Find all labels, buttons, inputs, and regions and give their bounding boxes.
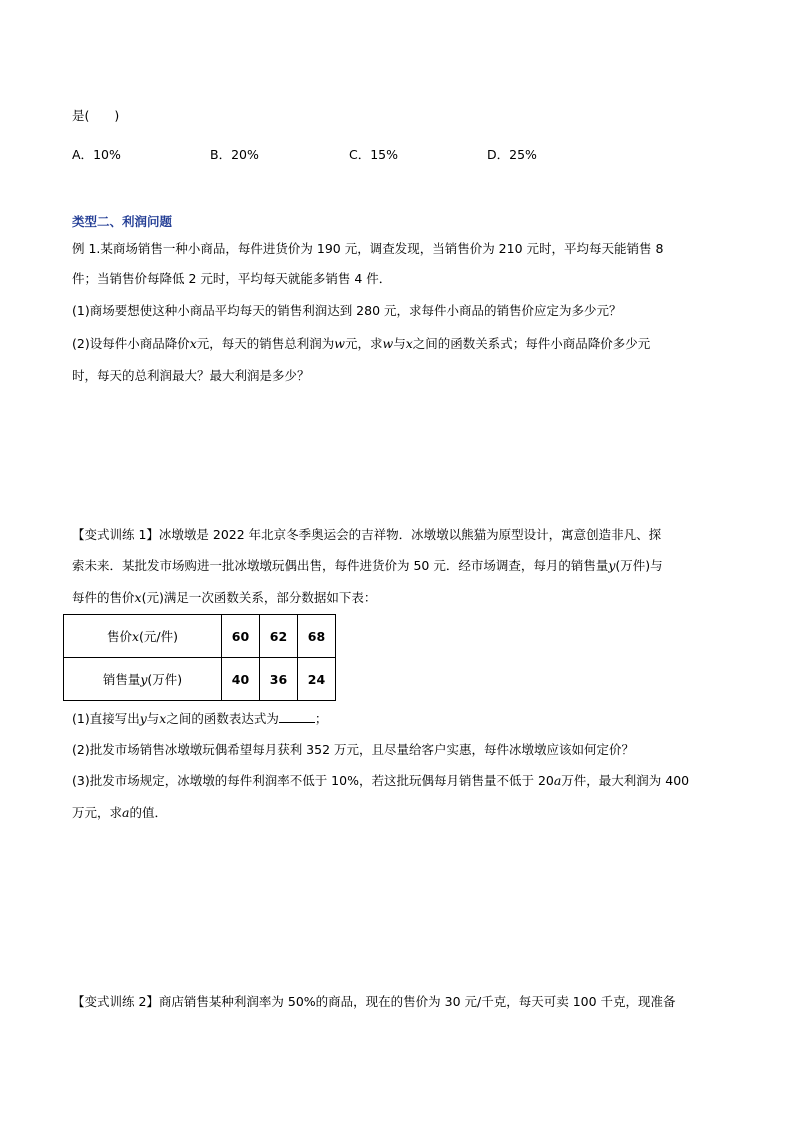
- math-var: x: [405, 336, 413, 351]
- option-a: [72, 146, 121, 164]
- section-title: 类型二、利润问题: [72, 214, 173, 229]
- text-span: (2)设每件小商品降价: [72, 336, 190, 351]
- variant1-q3-line2: [72, 804, 167, 822]
- text-span: ；: [314, 711, 328, 726]
- table-cell: 36: [260, 658, 298, 701]
- prev-question-tail: 是( ): [72, 108, 120, 123]
- math-var: a: [553, 773, 562, 788]
- math-var: y: [139, 711, 147, 726]
- table-row-label: [64, 658, 222, 701]
- variant1-line2: [72, 557, 663, 575]
- text-span: 之间的函数关系式；每件小商品降价多少元: [412, 336, 651, 351]
- text-span: (万件)与: [615, 558, 663, 573]
- variant1-q3: [72, 772, 689, 790]
- math-var: x: [131, 629, 140, 644]
- text-span: (万件): [147, 672, 183, 687]
- example1-line1: 例 1.某商场销售一种小商品，每件进货价为 190 元，调查发现，当销售价为 210 元时，平均每天能销售 8: [72, 241, 664, 256]
- option-b: [210, 146, 259, 164]
- variant1-line3: [72, 589, 376, 607]
- text-span: (1)直接写出: [72, 711, 140, 726]
- variant2-line1: 【变式训练 2】商店销售某种利润率为 50%的商品，现在的售价为 30 元/千克，每天可卖 100 千克，现准备: [72, 994, 676, 1009]
- option-value: 15%: [370, 147, 399, 162]
- table-cell: 62: [260, 615, 298, 658]
- option-letter: A．: [72, 147, 94, 162]
- table-cell: 60: [222, 615, 260, 658]
- table-row: [64, 615, 336, 658]
- option-letter: B．: [210, 147, 232, 162]
- math-var: x: [159, 711, 167, 726]
- table-cell: 68: [298, 615, 336, 658]
- data-table: [63, 614, 336, 701]
- text-span: 之间的函数表达式为: [166, 711, 279, 726]
- variant1-line1: 【变式训练 1】冰墩墩是 2022 年北京冬季奥运会的吉祥物．冰墩墩以熊猫为原型设计，寓意创造非凡、探: [72, 527, 662, 542]
- table-row: [64, 658, 336, 701]
- math-var: w: [334, 336, 345, 351]
- text-span: (元)满足一次函数关系，部分数据如下表：: [141, 590, 377, 605]
- text-span: 销售量: [102, 672, 141, 687]
- variant1-q2: (2)批发市场销售冰墩墩玩偶希望每月获利 352 万元，且尽量给客户实惠，每件冰墩墩应该如何定价？: [72, 742, 635, 757]
- example1-line2: 件；当销售价每降低 2 元时，平均每天就能多销售 4 件．: [72, 271, 392, 286]
- option-value: 20%: [231, 147, 259, 162]
- math-var: y: [608, 558, 616, 573]
- option-value: 10%: [93, 147, 121, 162]
- option-letter: C．: [349, 147, 371, 162]
- math-var: w: [382, 336, 394, 351]
- text-span: 万件，最大利润为 400: [561, 773, 690, 788]
- text-span: 的值．: [129, 805, 167, 820]
- option-c: [349, 146, 398, 164]
- text-span: 售价: [106, 629, 132, 644]
- text-span: 元，求: [345, 336, 383, 351]
- text-span: 与: [393, 336, 406, 351]
- text-span: (3)批发市场规定，冰墩墩的每件利润率不低于 10%，若这批玩偶每月销售量不低于 20: [72, 773, 554, 788]
- text-span: 索未来．某批发市场购进一批冰墩墩玩偶出售，每件进货价为 50 元．经市场调查，每月的销售量: [72, 558, 609, 573]
- text-span: 每件的售价: [72, 590, 135, 605]
- example1-q2: [72, 335, 650, 353]
- math-var: x: [189, 336, 197, 351]
- text-span: (元/件): [139, 629, 179, 644]
- table-cell: 24: [298, 658, 336, 701]
- math-var: y: [140, 672, 148, 687]
- variant1-q1: [72, 710, 327, 728]
- text-span: 元，每天的销售总利润为: [196, 336, 335, 351]
- math-var: a: [122, 805, 130, 820]
- option-letter: D．: [487, 147, 510, 162]
- table-row-label: [64, 615, 222, 658]
- option-d: [487, 146, 537, 164]
- text-span: 与: [146, 711, 160, 726]
- table-cell: 40: [222, 658, 260, 701]
- text-span: 万元，求: [72, 805, 123, 820]
- answer-blank: [279, 710, 315, 723]
- example1-q1: (1)商场要想使这种小商品平均每天的销售利润达到 280 元，求每件小商品的销售价应定为多少元？: [72, 303, 622, 318]
- example1-q2-line2: 时，每天的总利润最大？最大利润是多少？: [72, 368, 310, 383]
- math-var: x: [134, 590, 142, 605]
- option-value: 25%: [509, 147, 537, 162]
